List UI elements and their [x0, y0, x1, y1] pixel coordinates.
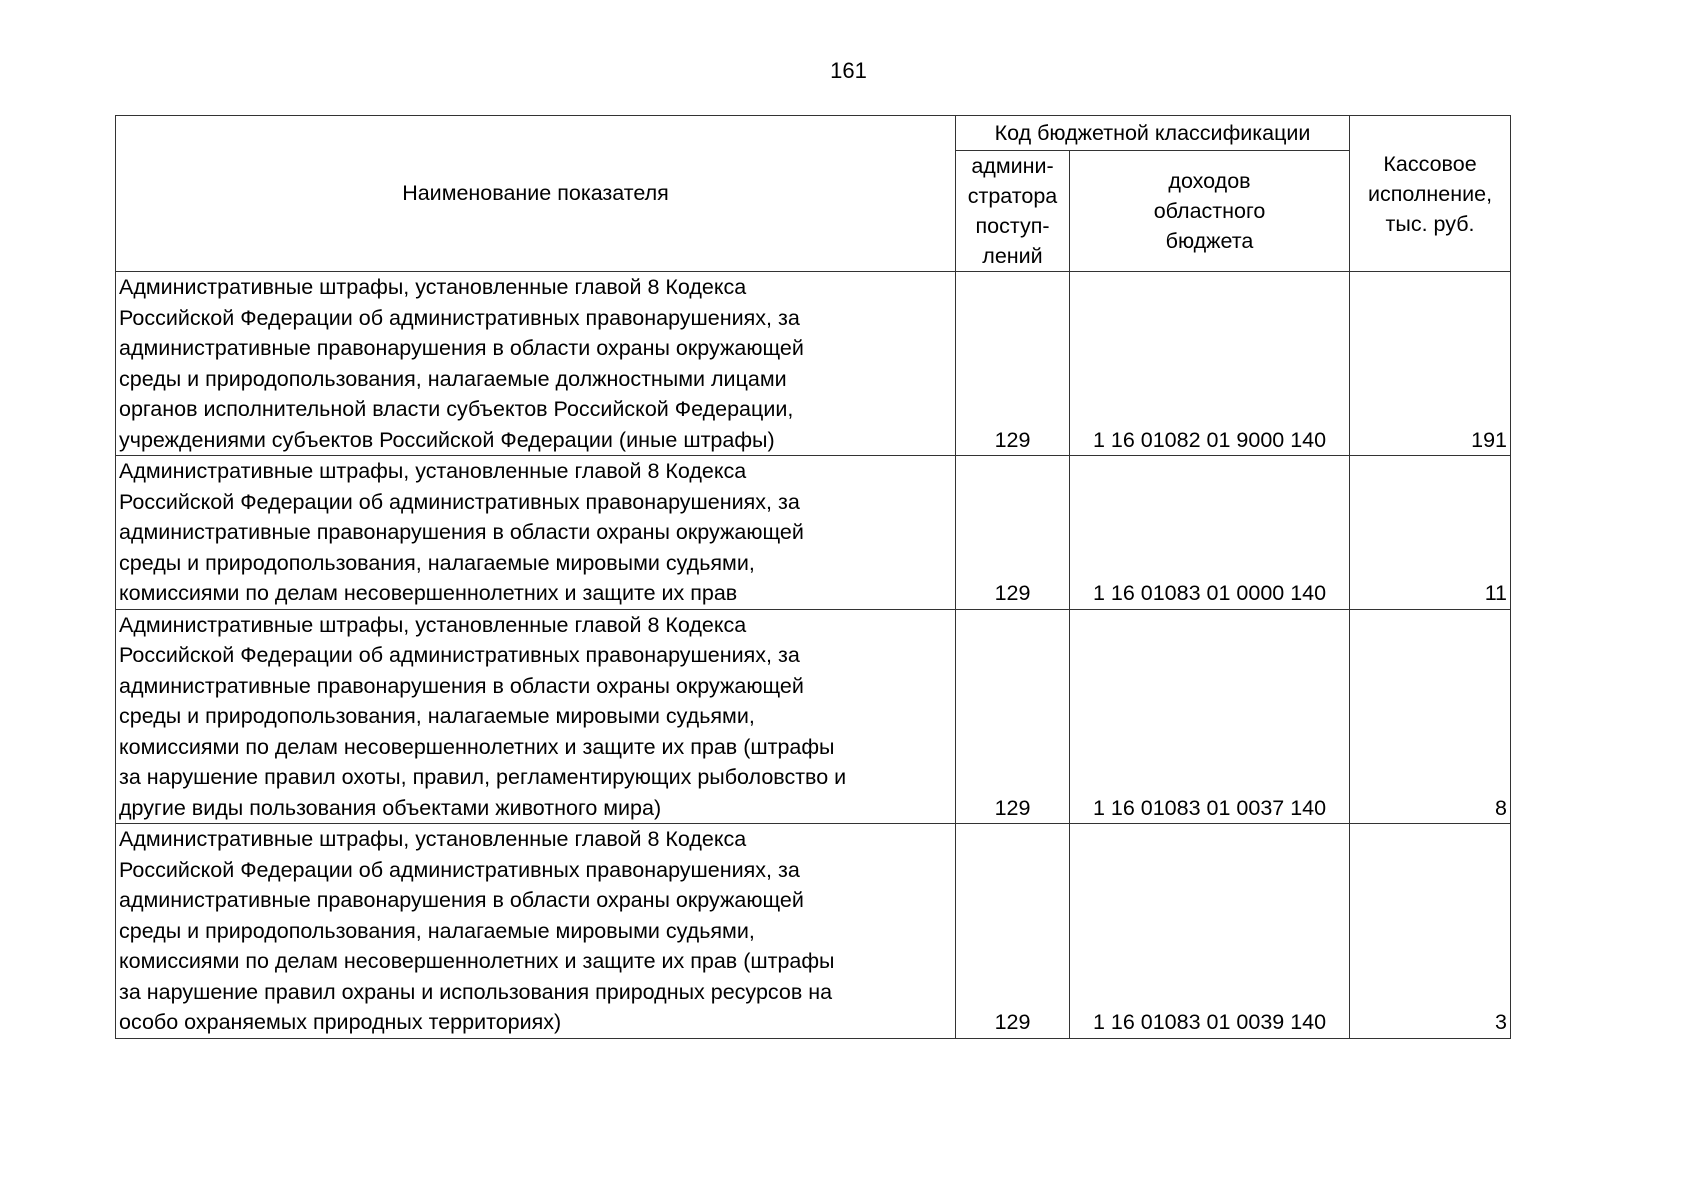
row-indicator-name — [116, 272, 956, 456]
header-cash-execution — [1350, 116, 1511, 272]
name-line: комиссиями по делам несовершеннолетних и защите их прав — [119, 581, 738, 605]
name-line: Российской Федерации об административных правонарушениях, за — [119, 305, 800, 330]
name-line: Административные штрафы, установленные главой 8 Кодекса — [119, 612, 747, 637]
header-income-line: областного — [1153, 199, 1266, 223]
page-number: 161 — [830, 58, 867, 83]
row-cash-amount: 11 — [1350, 456, 1511, 610]
header-income-line: бюджета — [1165, 229, 1254, 253]
table-row — [116, 272, 1511, 456]
header-cash-execution-line: Кассовое — [1383, 151, 1477, 176]
name-line: за нарушение правил охраны и использования природных ресурсов на — [119, 979, 833, 1004]
name-line: Административные штрафы, установленные главой 8 Кодекса — [119, 827, 747, 851]
row-income-code: 1 16 01083 01 0037 140 — [1070, 609, 1350, 824]
row-indicator-name — [116, 824, 956, 1039]
row-cash-amount: 8 — [1350, 609, 1511, 824]
name-line: Российской Федерации об административных правонарушениях, за — [119, 857, 800, 882]
header-cash-execution-line: тыс. руб. — [1385, 211, 1475, 236]
row-admin-code: 129 — [956, 824, 1070, 1039]
table-header — [116, 116, 1511, 272]
header-budget-classification-code: Код бюджетной классификации — [956, 116, 1350, 151]
table-body — [116, 272, 1511, 1039]
name-line: Административные штрафы, установленные главой 8 Кодекса — [119, 275, 747, 299]
row-admin-code: 129 — [956, 272, 1070, 456]
name-line: среды и природопользования, налагаемые должностными лицами — [119, 366, 787, 391]
name-line: Административные штрафы, установленные главой 8 Кодекса — [119, 459, 747, 483]
header-revenue-administrator — [956, 151, 1070, 272]
name-line: административные правонарушения в области охраны окружающей — [119, 336, 804, 360]
name-line: другие виды пользования объектами животного мира) — [119, 795, 662, 820]
header-income-line: доходов — [1168, 169, 1251, 193]
name-line: особо охраняемых природных территориях) — [119, 1010, 562, 1034]
row-income-code: 1 16 01082 01 9000 140 — [1070, 272, 1350, 456]
name-line: административные правонарушения в области охраны окружающей — [119, 888, 804, 912]
header-indicator-name: Наименование показателя — [116, 116, 956, 272]
header-admin-line: поступ- — [975, 214, 1050, 238]
row-cash-amount: 3 — [1350, 824, 1511, 1039]
row-admin-code: 129 — [956, 609, 1070, 824]
name-line: за нарушение правил охоты, правил, регламентирующих рыболовство и — [119, 765, 847, 789]
header-cash-execution-line: исполнение, — [1367, 181, 1493, 206]
header-admin-line: админи- — [971, 154, 1054, 178]
name-line: учреждениями субъектов Российской Федерации (иные штрафы) — [119, 427, 775, 452]
name-line: административные правонарушения в области охраны окружающей — [119, 673, 804, 698]
row-admin-code: 129 — [956, 456, 1070, 610]
row-indicator-name — [116, 609, 956, 824]
budget-revenue-table — [115, 115, 1511, 1039]
name-line: административные правонарушения в области охраны окружающей — [119, 520, 804, 544]
row-cash-amount: 191 — [1350, 272, 1511, 456]
row-indicator-name — [116, 456, 956, 610]
table-row — [116, 824, 1511, 1039]
name-line: комиссиями по делам несовершеннолетних и защите их прав (штрафы — [119, 949, 835, 973]
name-line: Российской Федерации об административных правонарушениях, за — [119, 643, 800, 667]
name-line: органов исполнительной власти субъектов Российской Федерации, — [119, 397, 794, 421]
name-line: среды и природопользования, налагаемые мировыми судьями, — [119, 704, 755, 728]
table-row — [116, 609, 1511, 824]
name-line: комиссиями по делам несовершеннолетних и защите их прав (штрафы — [119, 734, 835, 759]
name-line: Российской Федерации об административных правонарушениях, за — [119, 489, 800, 514]
header-regional-budget-income — [1070, 151, 1350, 272]
row-income-code: 1 16 01083 01 0039 140 — [1070, 824, 1350, 1039]
name-line: среды и природопользования, налагаемые мировыми судьями, — [119, 918, 755, 943]
header-admin-line: лений — [982, 244, 1043, 268]
table-row — [116, 456, 1511, 610]
row-income-code: 1 16 01083 01 0000 140 — [1070, 456, 1350, 610]
header-admin-line: стратора — [967, 184, 1058, 208]
name-line: среды и природопользования, налагаемые мировыми судьями, — [119, 550, 755, 575]
header-row-top — [116, 116, 1511, 151]
